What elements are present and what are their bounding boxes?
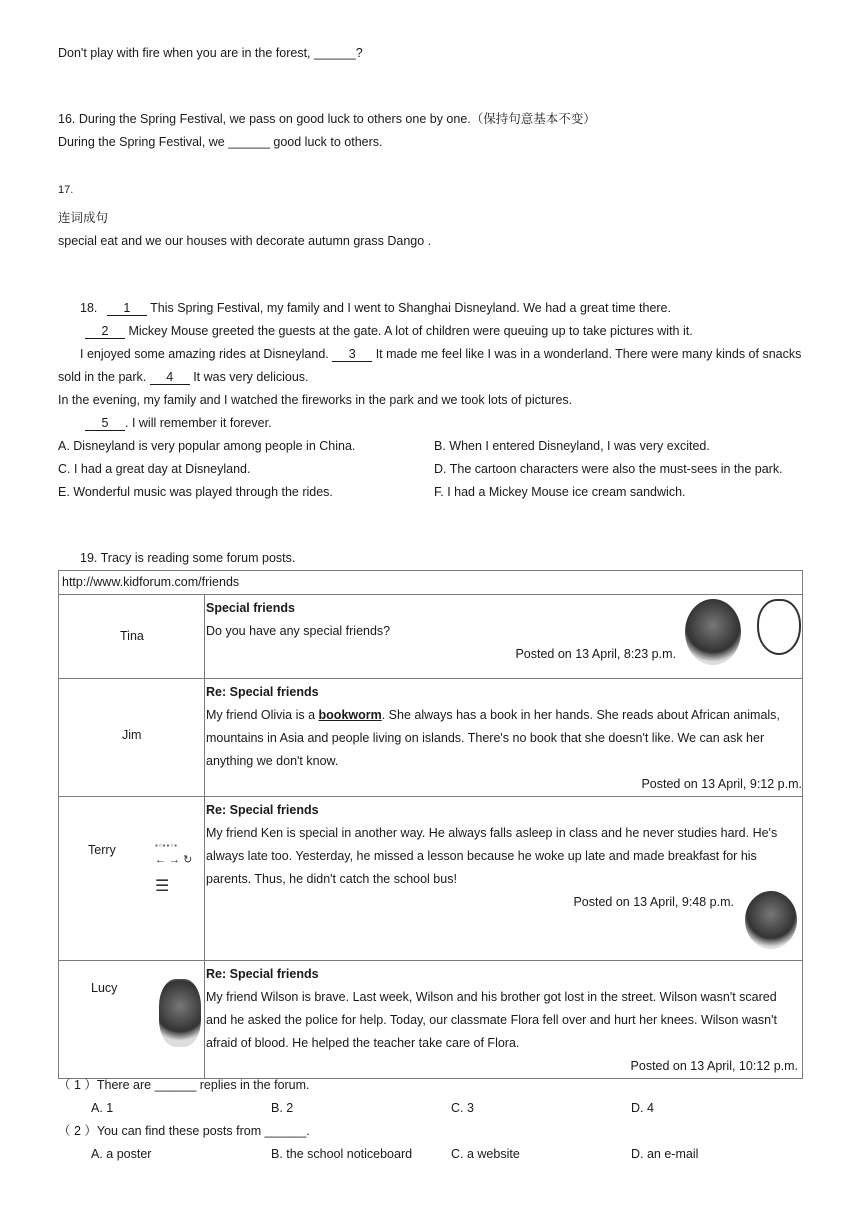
q19-sub2-stem: （ 2 ）You can find these posts from ______.: [58, 1124, 310, 1138]
forum-name-cell: [59, 961, 205, 1079]
q18-option-d: D. The cartoon characters were also the must-sees in the park.: [434, 462, 783, 476]
q18-sentence-3a: I enjoyed some amazing rides at Disneyland.: [80, 347, 333, 361]
post-time: Posted on 13 April, 9:12 p.m.: [641, 777, 802, 791]
q19-sub1-option-b: B. 2: [271, 1101, 294, 1115]
forum-post-cell: [205, 961, 803, 1079]
q19-sub2-option-a: A. a poster: [91, 1147, 152, 1161]
q18-number: 18.: [80, 301, 98, 315]
post-title: Re: Special friends: [206, 967, 319, 981]
post-body: My friend Ken is special in another way. He always falls asleep in class and he never studies hard. He's always late too. Yesterday, he missed a lesson because he woke up late and made breakfast for his parents. Thus, he didn't catch the school bus!: [206, 826, 778, 886]
q18-line1: [80, 300, 671, 316]
post-body: [206, 704, 802, 773]
girl-avatar-icon: [757, 599, 801, 655]
q16-line1: 16. During the Spring Festival, we pass on good luck to others one by one.（保持句意基本不变）: [58, 112, 596, 126]
forum-name-cell: [59, 797, 205, 961]
forum-row: [59, 961, 803, 1079]
q18-sentence-6: . I will remember it forever.: [125, 416, 272, 430]
menu-icon: ☰: [155, 878, 170, 895]
forum-table: [58, 570, 803, 1079]
forum-row: [59, 679, 803, 797]
q18-sentence-1: This Spring Festival, my family and I went to Shanghai Disneyland. We had a great time there.: [146, 301, 671, 315]
q18-option-c: C. I had a great day at Disneyland.: [58, 462, 251, 476]
forum-name-cell: [59, 595, 205, 679]
q18-line4: [58, 369, 309, 385]
q18-option-b: B. When I entered Disneyland, I was very excited.: [434, 439, 710, 453]
forum-row: [59, 595, 803, 679]
q19-sub2-option-d: D. an e-mail: [631, 1147, 699, 1161]
post-body-rest: . She always has a book in her hands. She reads about African animals, mountains in Asia and people living on islands. There's no book that she doesn't like. We can ask her anything we don't know.: [206, 708, 780, 768]
post-body-pre: My friend Olivia is a: [206, 708, 319, 722]
post-body: My friend Wilson is brave. Last week, Wilson and his brother got lost in the street. Wilson wasn't scared and he asked the police for help. Today, our classmate Flora fell over and hurt her knees. Wilson wasn't afraid of blood. He helped the teacher take care of Flora.: [206, 990, 777, 1050]
browser-nav-icons: [155, 839, 192, 895]
post-jim: [205, 679, 802, 796]
post-title: Re: Special friends: [206, 685, 319, 699]
post-body: Do you have any special friends?: [206, 624, 391, 638]
q18-blank-2: 2: [85, 325, 125, 339]
poster-name-jim: Jim: [122, 728, 142, 742]
post-terry: [205, 797, 802, 914]
forum-url-cell: [59, 571, 803, 595]
post-title: Special friends: [206, 601, 295, 615]
post-time: Posted on 13 April, 10:12 p.m.: [630, 1059, 798, 1073]
q17-instruction: 连词成句: [58, 211, 109, 225]
q18-line6: [85, 415, 272, 431]
post-time: Posted on 13 April, 8:23 p.m.: [515, 647, 676, 661]
q18-blank-3: 3: [332, 348, 372, 362]
post-tina: [205, 595, 676, 666]
q19-sub1-option-c: C. 3: [451, 1101, 474, 1115]
post-lucy: [205, 961, 802, 1078]
forum-post-cell: [205, 595, 803, 679]
q16-line2: During the Spring Festival, we ______ good luck to others.: [58, 135, 383, 149]
q18-sentence-4a: sold in the park.: [58, 370, 150, 384]
q19-intro: 19. Tracy is reading some forum posts.: [80, 551, 296, 565]
q18-option-a: A. Disneyland is very popular among people in China.: [58, 439, 356, 453]
q18-sentence-2: Mickey Mouse greeted the guests at the gate. A lot of children were queuing up to take pictures with it.: [125, 324, 693, 338]
q17-words: special eat and we our houses with decorate autumn grass Dango .: [58, 234, 432, 248]
q18-option-f: F. I had a Mickey Mouse ice cream sandwich.: [434, 485, 686, 499]
q18-option-e: E. Wonderful music was played through the rides.: [58, 485, 333, 499]
boy-avatar-icon: [159, 979, 201, 1047]
q18-sentence-4b: It was very delicious.: [189, 370, 309, 384]
q19-sub1-stem: （ 1 ）There are ______ replies in the forum.: [58, 1078, 310, 1092]
post-title: Re: Special friends: [206, 803, 319, 817]
q19-sub2-option-b: B. the school noticeboard: [271, 1147, 413, 1161]
poster-name-tina: Tina: [120, 629, 144, 643]
q18-sentence-3b: It made me feel like I was in a wonderland. There were many kinds of snacks: [372, 347, 802, 361]
q18-blank-5: 5: [85, 417, 125, 431]
q19-sub1-option-a: A. 1: [91, 1101, 114, 1115]
poster-name-lucy: Lucy: [91, 981, 118, 995]
arrow-icons: ← → ↻: [155, 854, 193, 866]
q19-sub1-option-d: D. 4: [631, 1101, 654, 1115]
q18-line3: [80, 346, 801, 362]
q15-text: Don't play with fire when you are in the forest, ______?: [58, 46, 363, 60]
forum-url: http://www.kidforum.com/friends: [62, 575, 240, 589]
boy-avatar-icon: [745, 891, 797, 949]
q18-line5: In the evening, my family and I watched the fireworks in the park and we took lots of pictures.: [58, 393, 573, 407]
forum-post-cell: [205, 679, 803, 797]
poster-name-terry: Terry: [88, 843, 116, 857]
forum-name-cell: [59, 679, 205, 797]
q19-sub2-option-c: C. a website: [451, 1147, 520, 1161]
q18-blank-1: 1: [107, 302, 147, 316]
q18-line2: [85, 323, 693, 339]
q18-blank-4: 4: [150, 371, 190, 385]
forum-post-cell: [205, 797, 803, 961]
q17-number: 17.: [58, 184, 74, 196]
girl-avatar-icon: [685, 599, 741, 665]
post-time: Posted on 13 April, 9:48 p.m.: [573, 895, 734, 909]
bookworm-word: bookworm: [318, 708, 382, 722]
dots-icon: ▪▫▪▪▫▪: [155, 841, 179, 850]
forum-row: [59, 797, 803, 961]
